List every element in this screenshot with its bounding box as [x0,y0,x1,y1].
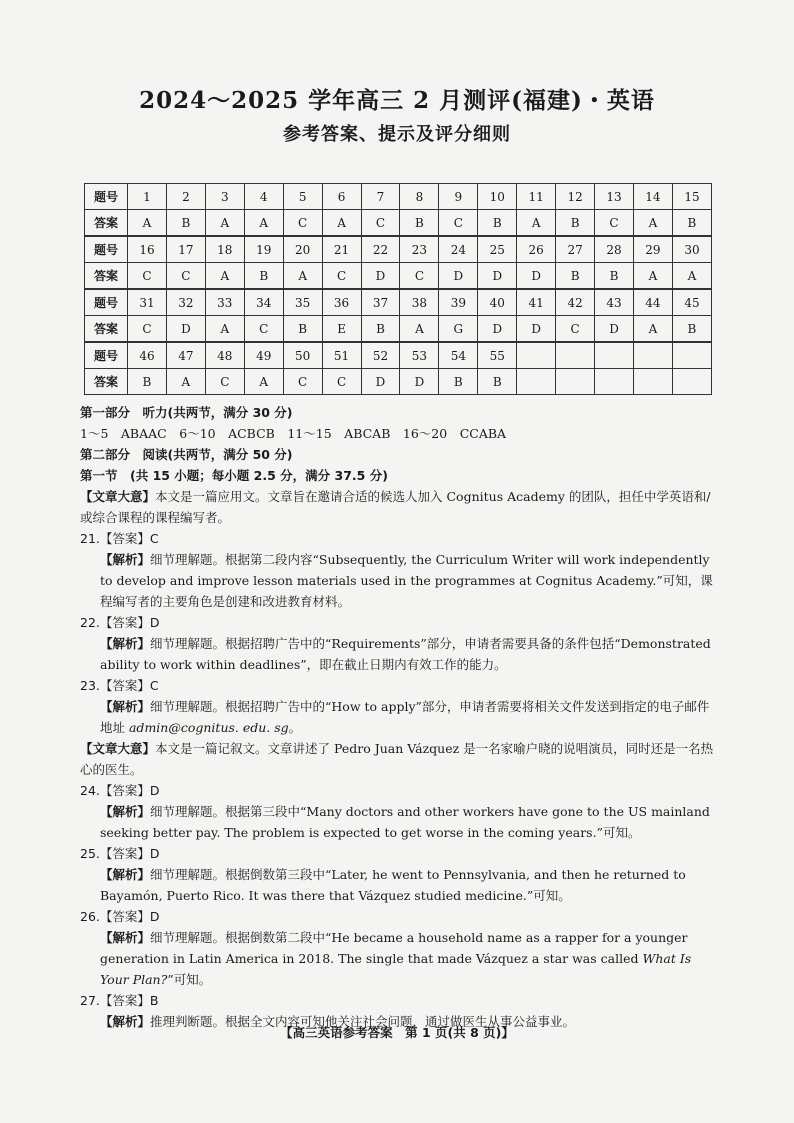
answer-cell: D [517,263,556,290]
question-number-cell: 17 [166,236,205,263]
answer-cell: B [595,263,634,290]
question-number-cell: 8 [400,184,439,210]
question-number-cell: 24 [439,236,478,263]
answer-cell: A [283,263,322,290]
answer-cell: C [128,263,167,290]
q24-answer: 24.【答案】D [80,783,160,798]
question-number-cell: 1 [128,184,167,210]
answer-cell: A [633,210,672,237]
answer-cell: D [361,263,400,290]
question-number-cell: 13 [595,184,634,210]
answer-cell [556,369,595,395]
answer-cell: B [478,369,517,395]
answer-cell: A [205,316,244,343]
question-number-cell: 43 [595,289,634,316]
answer-cell: D [595,316,634,343]
answer-cell: B [166,210,205,237]
answer-cell: C [205,369,244,395]
part1-answers: 1～5 ABAAC 6～10 ACBCB 11～15 ABCAB 16～20 CCABA [80,426,507,441]
question-number-cell: 35 [283,289,322,316]
question-number-cell: 39 [439,289,478,316]
question-number-cell [595,342,634,369]
question-number-cell: 51 [322,342,361,369]
question-number-cell: 50 [283,342,322,369]
q22-explanation: 【解析】细节理解题。根据招聘广告中的“Requirements”部分，申请者需要具备的条件包括“Demonstrated ability to work within deadlines”，即在截止日期内有效工作的能力。 [100,636,711,672]
passage-b-summary: 【文章大意】本文是一篇记叙文。文章讲述了 Pedro Juan Vázquez 是一名家喻户晓的说唱演员，同时还是一名热心的医生。 [80,741,714,777]
answer-cell: C [400,263,439,290]
question-number-cell: 52 [361,342,400,369]
answer-cell: B [361,316,400,343]
answer-cell: C [556,316,595,343]
question-number-cell: 25 [478,236,517,263]
answer-cell: A [517,210,556,237]
answer-cell: A [166,369,205,395]
q22-answer: 22.【答案】D [80,615,160,630]
question-number-row [85,289,712,316]
answer-row [85,316,712,343]
answer-cell: B [400,210,439,237]
answer-cell: D [478,263,517,290]
answer-cell: E [322,316,361,343]
question-number-cell: 30 [672,236,711,263]
answer-label-cell: 答案 [85,316,128,343]
question-label-cell: 题号 [85,236,128,263]
question-number-cell [672,342,711,369]
question-number-cell: 32 [166,289,205,316]
q27-answer: 27.【答案】B [80,993,159,1008]
answer-cell [517,369,556,395]
answer-cell: A [205,210,244,237]
question-number-cell: 33 [205,289,244,316]
question-number-cell: 4 [244,184,283,210]
question-number-cell: 55 [478,342,517,369]
answer-cell: A [633,263,672,290]
q27-explanation: 【解析】推理判断题。根据全文内容可知他关注社会问题，通过做医生从事公益事业。 [100,1014,576,1029]
answer-row [85,263,712,290]
question-number-cell: 12 [556,184,595,210]
question-number-cell: 23 [400,236,439,263]
question-number-cell: 41 [517,289,556,316]
question-number-cell: 53 [400,342,439,369]
question-number-cell: 49 [244,342,283,369]
question-number-cell: 48 [205,342,244,369]
answer-cell: C [361,210,400,237]
question-number-cell: 46 [128,342,167,369]
question-number-cell: 5 [283,184,322,210]
question-number-cell: 19 [244,236,283,263]
question-number-cell: 6 [322,184,361,210]
question-number-cell: 3 [205,184,244,210]
answer-cell [595,369,634,395]
question-number-cell: 18 [205,236,244,263]
answer-cell: A [633,316,672,343]
q21-explanation: 【解析】细节理解题。根据第二段内容“Subsequently, the Curriculum Writer will work independently to develop and improve lesson materials used in the programmes at Cognitus Academy.”可知，课程编写者的主要角色是创建和改进教育材料。 [100,552,713,609]
q23-answer: 23.【答案】C [80,678,159,693]
answer-cell: B [244,263,283,290]
question-number-cell: 15 [672,184,711,210]
answer-cell: B [128,369,167,395]
answer-cell: A [128,210,167,237]
answer-cell: A [244,369,283,395]
answer-cell: C [322,369,361,395]
question-number-cell: 29 [633,236,672,263]
question-number-cell: 45 [672,289,711,316]
question-number-cell: 54 [439,342,478,369]
answer-cell: A [322,210,361,237]
answer-row [85,210,712,237]
answer-cell: A [205,263,244,290]
answer-cell [633,369,672,395]
question-number-cell: 22 [361,236,400,263]
q24-explanation: 【解析】细节理解题。根据第三段中“Many doctors and other workers have gone to the US mainland seeking better pay. The problem is expected to get worse in the coming years.”可知。 [100,804,710,840]
part1-title: 第一部分 听力(共两节，满分 30 分) [80,405,293,420]
question-number-row [85,342,712,369]
question-label-cell: 题号 [85,342,128,369]
answer-cell: B [478,210,517,237]
answer-cell: B [672,210,711,237]
question-number-cell: 11 [517,184,556,210]
answer-label-cell: 答案 [85,263,128,290]
q25-answer: 25.【答案】D [80,846,160,861]
question-number-cell: 28 [595,236,634,263]
question-number-cell: 40 [478,289,517,316]
answer-cell: C [128,316,167,343]
question-number-cell: 44 [633,289,672,316]
question-number-cell: 26 [517,236,556,263]
answer-cell: B [556,263,595,290]
question-number-cell: 47 [166,342,205,369]
question-number-cell [517,342,556,369]
question-number-row [85,184,712,210]
q21-answer: 21.【答案】C [80,531,159,546]
answer-cell: C [439,210,478,237]
answer-cell: A [672,263,711,290]
answer-cell: D [361,369,400,395]
question-number-cell: 37 [361,289,400,316]
question-number-cell: 38 [400,289,439,316]
question-number-cell: 14 [633,184,672,210]
question-number-cell: 9 [439,184,478,210]
answer-label-cell: 答案 [85,210,128,237]
question-number-cell: 10 [478,184,517,210]
page-subtitle: 参考答案、提示及评分细则 [283,124,511,145]
answer-table [84,183,712,395]
q26-explanation: 【解析】细节理解题。根据倒数第二段中“He became a household name as a rapper for a younger generation in Latin America in 2018. The single that made Vázquez a star was called What Is Your Plan?”可知。 [100,930,692,987]
answer-cell: A [244,210,283,237]
answer-cell: C [244,316,283,343]
answer-cell: D [478,316,517,343]
question-number-cell: 27 [556,236,595,263]
question-number-cell: 21 [322,236,361,263]
question-number-cell: 36 [322,289,361,316]
question-number-row [85,236,712,263]
question-number-cell: 42 [556,289,595,316]
question-label-cell: 题号 [85,184,128,210]
answer-row [85,369,712,395]
answer-cell: D [400,369,439,395]
q26-answer: 26.【答案】D [80,909,160,924]
answer-cell: C [283,210,322,237]
answer-cell: B [672,316,711,343]
answer-explanations [80,402,714,1032]
answer-cell: D [439,263,478,290]
question-number-cell: 34 [244,289,283,316]
question-number-cell: 2 [166,184,205,210]
answer-cell: B [439,369,478,395]
answer-cell [672,369,711,395]
passage-a-summary: 【文章大意】本文是一篇应用文。文章旨在邀请合适的候选人加入 Cognitus Academy 的团队，担任中学英语和/或综合课程的课程编写者。 [80,489,711,525]
question-number-cell: 16 [128,236,167,263]
answer-label-cell: 答案 [85,369,128,395]
answer-cell: B [283,316,322,343]
section1-title: 第一节 (共 15 小题；每小题 2.5 分，满分 37.5 分) [80,468,388,483]
answer-cell: D [517,316,556,343]
part2-title: 第二部分 阅读(共两节，满分 50 分) [80,447,293,462]
answer-cell: C [322,263,361,290]
question-number-cell [556,342,595,369]
question-label-cell: 题号 [85,289,128,316]
page-footer: 【高三英语参考答案 第 1 页(共 8 页)】 [280,1025,514,1040]
page-title: 2024～2025 学年高三 2 月测评(福建)・英语 [139,87,655,114]
q25-explanation: 【解析】细节理解题。根据倒数第三段中“Later, he went to Pennsylvania, and then he returned to Bayamón, Puerto Rico. It was there that Vázquez studied medicine.”可知。 [100,867,686,903]
answer-cell: A [400,316,439,343]
question-number-cell: 7 [361,184,400,210]
answer-cell: C [166,263,205,290]
question-number-cell [633,342,672,369]
question-number-cell: 31 [128,289,167,316]
answer-cell: D [166,316,205,343]
q23-explanation: 【解析】细节理解题。根据招聘广告中的“How to apply”部分，申请者需要将相关文件发送到指定的电子邮件地址 admin@cognitus. edu. sg。 [100,699,710,735]
answer-cell: G [439,316,478,343]
question-number-cell: 20 [283,236,322,263]
answer-cell: B [556,210,595,237]
answer-cell: C [283,369,322,395]
answer-cell: C [595,210,634,237]
